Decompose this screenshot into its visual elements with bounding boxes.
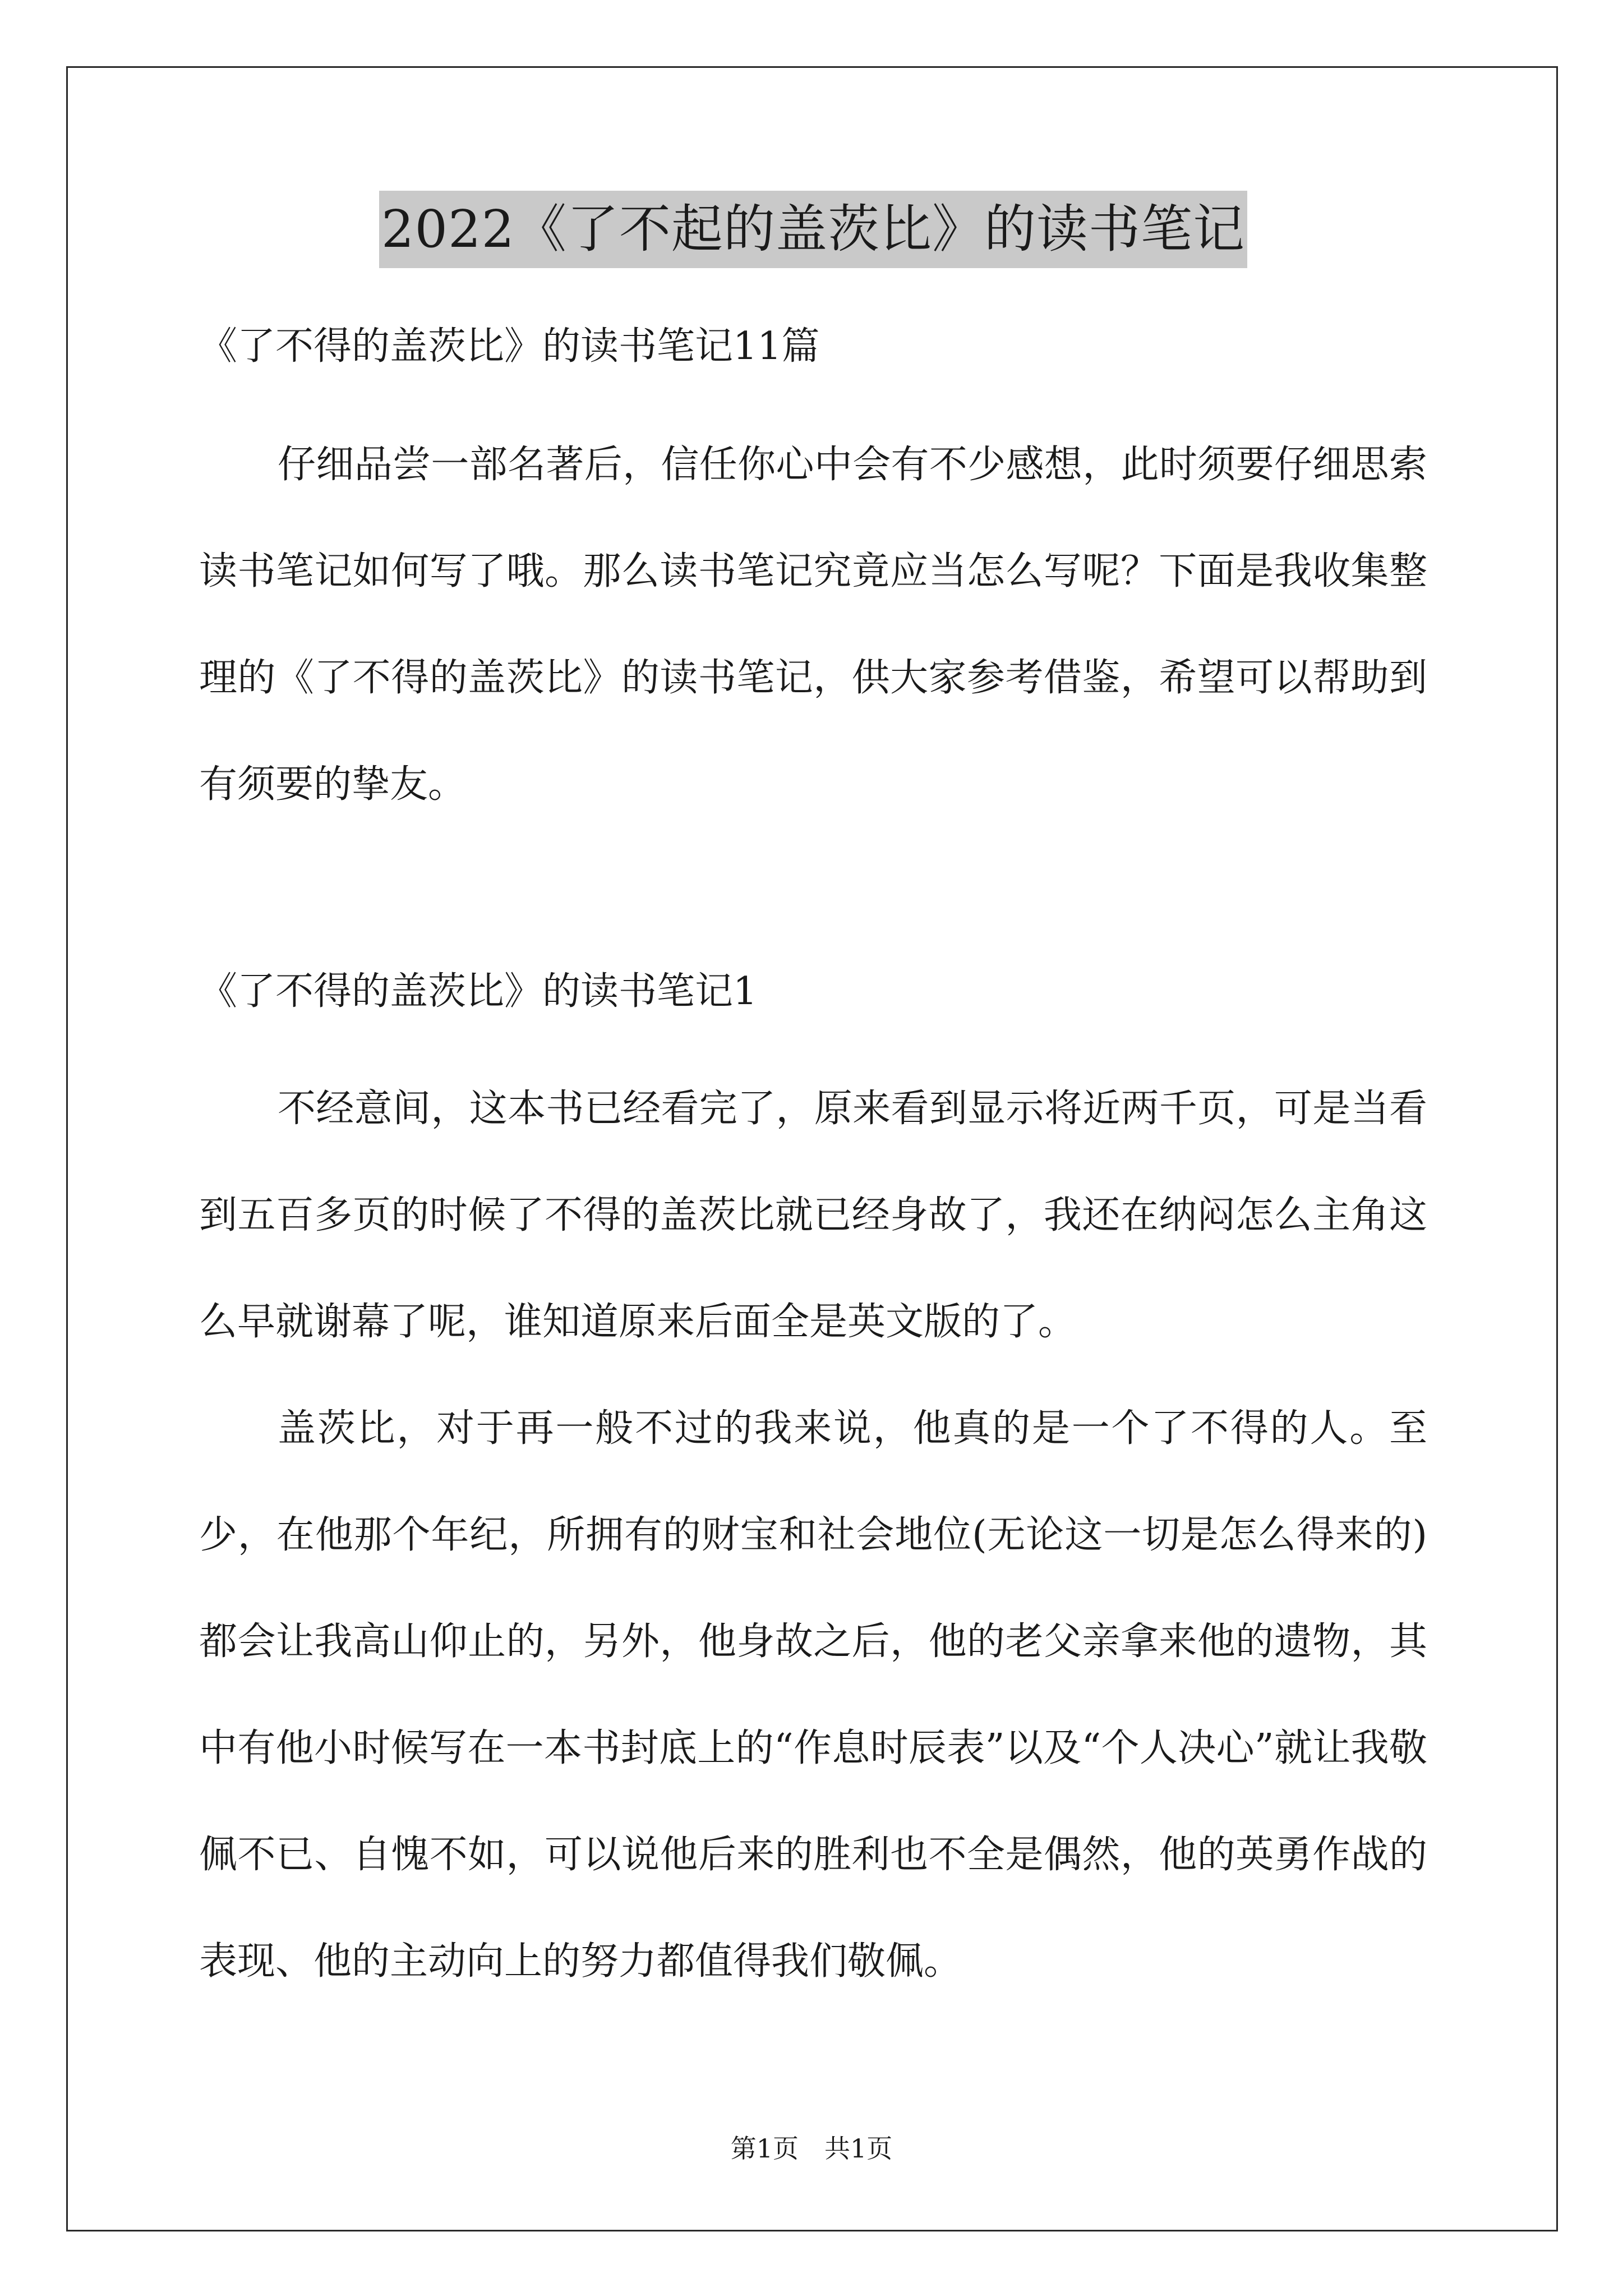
document-body xyxy=(199,191,1427,2015)
body-paragraph: 盖茨比，对于再一般不过的我来说，他真的是一个了不得的人。至少，在他那个年纪，所拥有的财宝和社会地位(无论这一切是怎么得来的)都会让我高山仰止的，另外，他身故之后，他的老父亲拿来他的遗物，其中有他小时候写在一本书封底上的“作息时辰表”以及“个人决心”就让我敬佩不已、自愧不如，可以说他后来的胜利也不全是偶然，他的英勇作战的表现、他的主动向上的努力都值得我们敬佩。 xyxy=(199,1406,1427,1984)
document-title: 2022《了不起的盖茨比》的读书笔记 xyxy=(379,191,1247,268)
section-heading: 《了不得的盖茨比》的读书笔记1 xyxy=(199,969,758,1014)
document-subtitle: 《了不得的盖茨比》的读书笔记11篇 xyxy=(199,324,820,369)
body-paragraph: 不经意间，这本书已经看完了，原来看到显示将近两千页，可是当看到五百多页的时候了不得的盖茨比就已经身故了，我还在纳闷怎么主角这么早就谢幕了呢，谁知道原来后面全是英文版的了。 xyxy=(199,1087,1427,1344)
page-footer: 第1页 共1页 xyxy=(730,2133,893,2164)
intro-paragraph: 仔细品尝一部名著后，信任你心中会有不少感想，此时须要仔细思索读书笔记如何写了哦。那么读书笔记究竟应当怎么写呢？下面是我收集整理的《了不得的盖茨比》的读书笔记，供大家参考借鉴，希望可以帮助到有须要的挚友。 xyxy=(199,443,1427,807)
title-container xyxy=(199,191,1427,280)
